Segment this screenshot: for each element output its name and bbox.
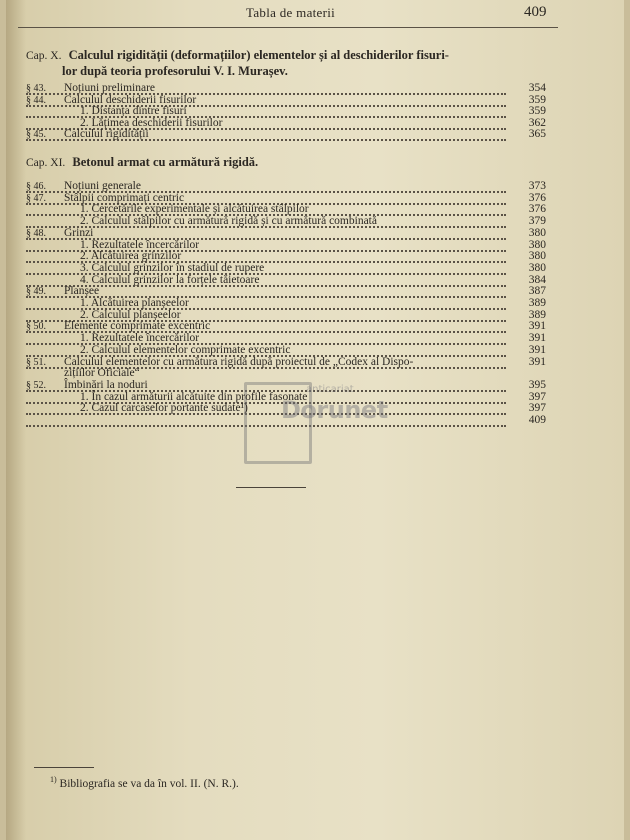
- toc-page-number: 373: [528, 180, 546, 192]
- chapter-xi-title: Betonul armat cu armătură rigidă.: [72, 155, 259, 169]
- toc-entry-text: 2. Alcătuirea grinzilor: [80, 250, 182, 263]
- toc-section-number: § 51.: [26, 356, 46, 368]
- toc-entry-text: 1. În cazul armăturii alcătuite din profile fasonate: [80, 390, 308, 403]
- toc-entry-text: 2. Calculul planșeelor: [80, 308, 181, 321]
- toc-entry-text: Elemente comprimate excentric: [64, 320, 211, 333]
- toc-page-number: 380: [528, 226, 546, 239]
- toc-entry-text: 2. Lățimea deschiderii fisurilor: [80, 116, 223, 129]
- toc-section-number: § 47.: [26, 192, 46, 204]
- toc-section-number: § 45.: [26, 129, 46, 141]
- toc-page-number: 365: [528, 128, 546, 141]
- toc-entry-text: 2. Calculul elementelor comprimate excentric: [80, 343, 291, 356]
- toc-entry-text: Planșee: [64, 285, 100, 298]
- toc-page-number: 391: [528, 355, 546, 368]
- page-number: 409: [524, 4, 547, 20]
- toc-page-number: 354: [528, 82, 546, 94]
- toc-page-number: 376: [528, 191, 546, 204]
- chapter-x-title-line1: Calculul rigidității (deformațiilor) elementelor și al deschiderilor fisuri-: [68, 48, 449, 62]
- chapter-xi-heading: [26, 155, 546, 171]
- toc-page-number: 359: [528, 93, 546, 106]
- toc-entry-text: 1. Distanța dintre fisuri: [80, 105, 187, 118]
- toc-entry-text: 2. Cazul carcaselor portante sudate¹): [80, 402, 248, 415]
- toc-entry-text: 4. Calculul grinzilor la forțele tăietoare: [80, 273, 260, 286]
- toc-section-number: § 46.: [26, 181, 46, 192]
- toc-entry-text: 1. Cercetările experimentale și alcătuirea stâlpilor: [80, 203, 309, 216]
- toc-section-number: § 52.: [26, 379, 46, 391]
- toc-section-number: § 49.: [26, 286, 46, 298]
- toc-entry-text: 2. Calculul stâlpilor cu armătură rigidă și cu armătură combinată: [80, 215, 377, 228]
- header-rule: [18, 27, 558, 28]
- toc-page-number: 391: [528, 343, 546, 356]
- toc-entry-text: Calculul rigidității: [64, 128, 149, 141]
- chapter-x-number: Cap. X.: [26, 50, 62, 62]
- toc-page-number: 397: [528, 402, 546, 415]
- toc-page-number: 395: [528, 378, 546, 391]
- toc-page-number: 376: [528, 203, 546, 216]
- toc-page-number: 380: [528, 261, 546, 274]
- toc-page-number: 359: [528, 105, 546, 118]
- toc-page-number: 389: [528, 308, 546, 321]
- watermark-small-text: anticariat: [306, 384, 354, 395]
- footnote: [50, 775, 239, 790]
- toc-entry-text: Calculul deschiderii fisurilor: [64, 93, 197, 106]
- toc-entry-text: Noțiuni preliminare: [64, 82, 156, 94]
- footnote-mark: 1): [50, 775, 57, 784]
- toc-entry-text: 1. Rezultatele încercărilor: [80, 238, 200, 251]
- toc-section-number: § 44.: [26, 94, 46, 106]
- toc-entry-text: Noțiuni generale: [64, 180, 141, 192]
- toc-page-number: 387: [528, 285, 546, 298]
- toc-section-number: § 48.: [26, 227, 46, 239]
- toc-page-number: 389: [528, 297, 546, 309]
- running-header-title: Tabla de materii: [246, 5, 336, 20]
- binding-shadow: [6, 0, 26, 840]
- toc-entry-text: [64, 414, 68, 426]
- toc-entry-text: zițiilor Oficiale“: [64, 367, 140, 380]
- toc-entry-text: Calculul elementelor cu armătura rigidă după proiectul de „Codex al Dispo-: [64, 355, 414, 368]
- toc-entry-text: 1. Alcătuirea planșeelor: [80, 297, 189, 309]
- toc-entry-text: 3. Calculul grinzilor în stadiul de rupere: [80, 261, 265, 274]
- toc-page-number: 379: [528, 215, 546, 228]
- toc-entry-text: Grinzi: [64, 226, 94, 239]
- book-page: [6, 0, 624, 840]
- toc-section-number: § 43.: [26, 83, 46, 94]
- footnote-rule: [34, 767, 94, 768]
- chapter-x-heading: [26, 48, 546, 79]
- toc-page-number: 391: [528, 320, 546, 333]
- toc-page-number: 397: [528, 390, 546, 403]
- footnote-text: Bibliografia se va da în vol. II. (N. R.).: [59, 777, 239, 790]
- toc-entry-text: Îmbinări la noduri: [64, 378, 148, 391]
- toc-entry-text: 1. Rezultatele încercărilor: [80, 332, 200, 345]
- toc-entry: [26, 128, 546, 141]
- toc-entry-text: Stâlpii comprimați centric: [64, 191, 185, 204]
- chapter-xi-number: Cap. XI.: [26, 157, 66, 169]
- toc-page-number: 384: [528, 273, 546, 286]
- watermark-text: Dorunet: [281, 396, 388, 424]
- chapter-x-title-line2: lor după teoria profesorului V. I. Murașev.: [62, 64, 288, 78]
- toc-page-number: 380: [528, 238, 546, 251]
- section-end-rule: [236, 487, 306, 488]
- toc-page-number: 409: [528, 414, 546, 426]
- toc-section-number: § 50.: [26, 321, 46, 333]
- toc-page-number: 380: [528, 250, 546, 263]
- toc-page-number: 362: [528, 116, 546, 129]
- toc-page-number: 391: [528, 332, 546, 345]
